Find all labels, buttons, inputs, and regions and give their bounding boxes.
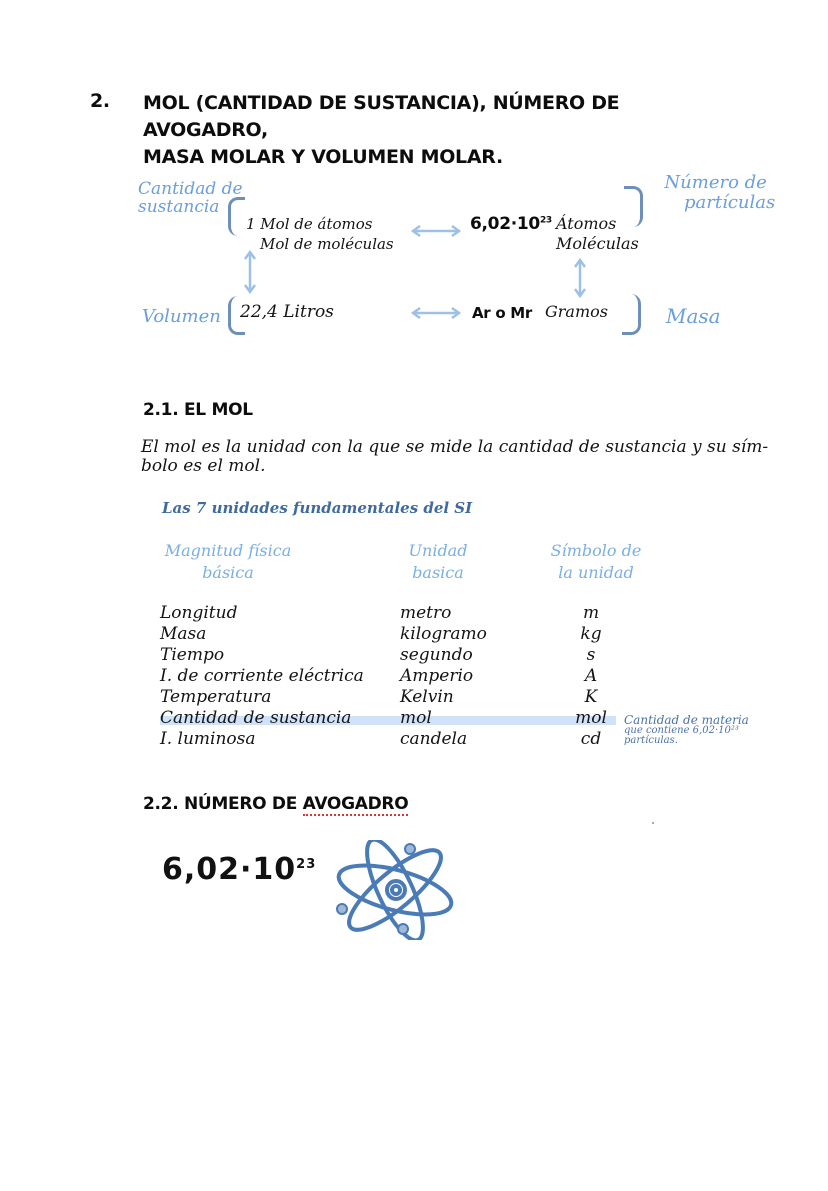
double-arrow-icon — [410, 306, 462, 320]
dot — [652, 822, 654, 824]
column-header-symbol — [544, 540, 648, 584]
mol-line: Mol de moléculas — [260, 235, 394, 253]
label-line: Número de — [664, 172, 767, 193]
table-cell: Tiempo — [160, 645, 225, 665]
section-number: 2. — [90, 90, 110, 112]
unit-column — [400, 603, 487, 750]
bracket-right-top — [624, 186, 643, 227]
magnitude-column — [160, 603, 364, 750]
column-header-unit — [398, 540, 478, 584]
section-heading-el-mol: 2.1. EL MOL — [143, 400, 253, 420]
volume-value: 22,4 Litros — [240, 302, 334, 322]
table-cell: cd — [580, 729, 602, 749]
table-cell: K — [584, 687, 598, 707]
table-cell: metro — [400, 603, 452, 623]
label-line: sustancia — [138, 197, 220, 217]
label-cantidad-sustancia — [138, 180, 243, 216]
avogadro-exp: 23 — [296, 857, 317, 872]
table-cell: Temperatura — [160, 687, 272, 707]
table-cell: mol — [575, 708, 607, 728]
table-cell: Longitud — [160, 603, 238, 623]
table-cell: I. luminosa — [160, 729, 256, 749]
mol-note — [624, 714, 749, 746]
table-cell: kilogramo — [400, 624, 487, 644]
mass-symbol: Ar o Mr — [472, 304, 532, 322]
avogadro-base: 6,02·10 — [470, 214, 540, 234]
label-numero-particulas — [656, 173, 775, 213]
heading-prefix: 2.2. NÚMERO DE — [143, 794, 303, 814]
table-cell: Kelvin — [400, 687, 454, 707]
label-line: Cantidad de — [138, 179, 243, 199]
double-arrow-vertical-icon — [573, 258, 587, 298]
heading-word-spellcheck: AVOGADRO — [302, 794, 409, 814]
note-line: Cantidad de materia — [624, 713, 749, 727]
column-header-magnitude — [158, 540, 298, 584]
avogadro-number — [470, 214, 552, 234]
title-line-1: MOL (CANTIDAD DE SUSTANCIA), NÚMERO DE AVOGADRO, — [143, 92, 620, 141]
note-line: que contiene 6,02·10²³ — [624, 725, 739, 736]
table-cell: I. de corriente eléctrica — [160, 666, 364, 686]
avogadro-base: 6,02·10 — [162, 852, 297, 887]
symbol-column — [566, 603, 616, 750]
bracket-right-bottom — [622, 294, 641, 335]
table-cell: s — [586, 645, 596, 665]
header-line: Símbolo de — [550, 541, 642, 560]
header-line: la unidad — [558, 563, 634, 582]
si-table-title: Las 7 unidades fundamentales del SI — [162, 499, 473, 517]
note-line: partículas. — [624, 735, 678, 746]
paragraph-line: El mol es la unidad con la que se mide la cantidad de sustancia y su sím- — [141, 437, 769, 457]
title-line-2: MASA MOLAR Y VOLUMEN MOLAR. — [143, 146, 503, 168]
section-heading-avogadro — [143, 794, 408, 814]
header-line: Unidad — [408, 541, 468, 560]
mol-line: 1 Mol de átomos — [246, 215, 373, 233]
header-line: basica — [412, 563, 464, 582]
table-cell: candela — [400, 729, 468, 749]
table-cell: A — [584, 666, 598, 686]
table-cell: Cantidad de sustancia — [160, 708, 352, 728]
label-masa: Masa — [666, 304, 721, 328]
double-arrow-vertical-icon — [243, 250, 257, 294]
label-line: partículas — [684, 192, 776, 213]
page-title — [143, 90, 743, 171]
atom-icon — [330, 840, 460, 940]
particle-line: Átomos — [556, 214, 617, 233]
mol-definition — [141, 438, 801, 476]
header-line: básica — [202, 563, 254, 582]
avogadro-constant — [162, 852, 316, 887]
bracket-left-top — [228, 197, 245, 236]
particle-line: Moléculas — [556, 234, 639, 253]
mol-description — [246, 214, 394, 254]
table-cell: Amperio — [400, 666, 474, 686]
double-arrow-icon — [410, 224, 462, 238]
label-volumen: Volumen — [142, 306, 221, 327]
table-cell: Masa — [160, 624, 207, 644]
paragraph-line: bolo es el mol. — [141, 456, 266, 476]
table-cell: kg — [580, 624, 602, 644]
mass-unit: Gramos — [545, 302, 608, 321]
avogadro-exp: 23 — [539, 215, 552, 226]
header-line: Magnitud física — [164, 541, 292, 560]
table-cell: segundo — [400, 645, 473, 665]
table-cell: m — [582, 603, 600, 623]
table-cell: mol — [400, 708, 432, 728]
